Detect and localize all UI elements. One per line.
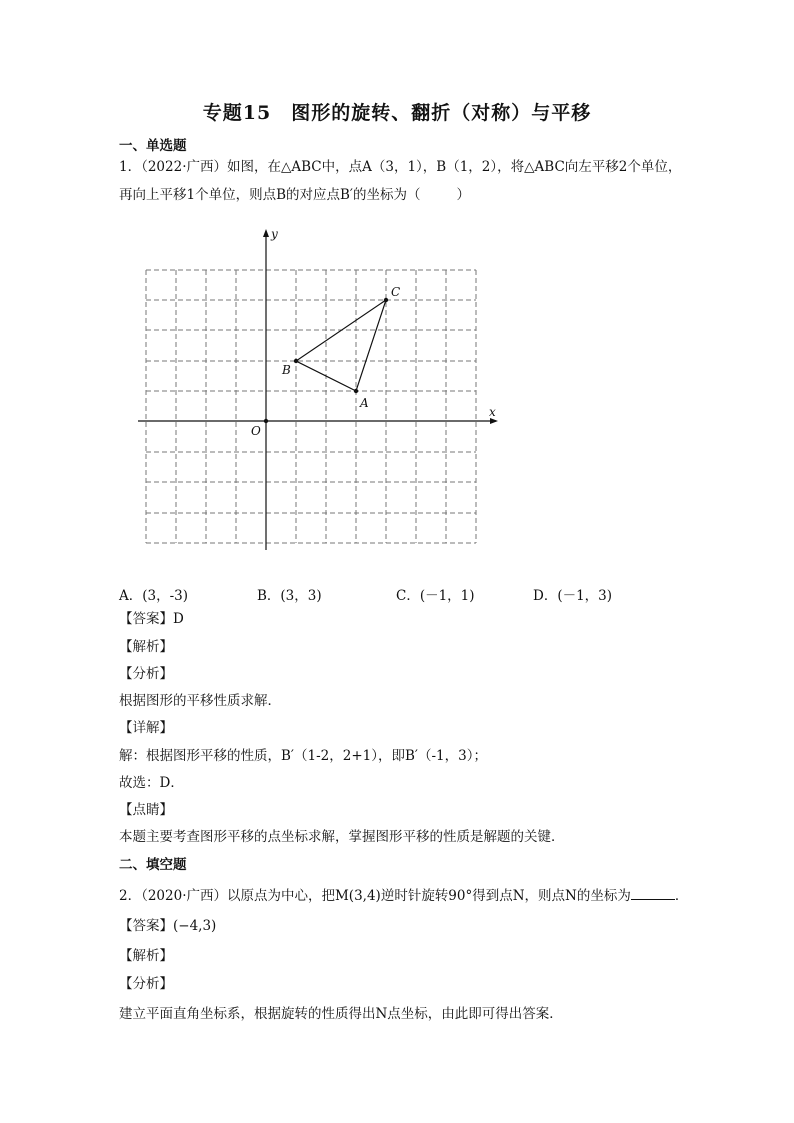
point-a-label: A [360, 396, 369, 410]
q2-answer-value: (−4,3) [173, 918, 217, 934]
q1-fenxi-text: 根据图形的平移性质求解． [119, 693, 281, 709]
q2-stem-text: 2．（2020·广西）以原点为中心，把M(3,4)逆时针旋转90°得到点N，则点N的坐标为 [119, 888, 631, 904]
q1-option-c: C．(－1，1) [396, 588, 475, 604]
q1-choice: 故选：D． [119, 775, 184, 791]
point-c [384, 298, 388, 302]
q2-stem [119, 886, 688, 905]
page-title: 专题15 图形的旋转、翻折（对称）与平移 [202, 102, 592, 124]
q1-stem-line2 [119, 186, 470, 204]
q1-xiangjie-text: 解：根据图形平移的性质，B′（1-2，2+1），即B′（-1，3）； [119, 748, 487, 764]
q2-fenxi-text: 建立平面直角坐标系，根据旋转的性质得出N点坐标，由此即可得出答案． [119, 1006, 563, 1022]
q1-stem-line1: 1．（2022·广西）如图，在△ABC中，点A（3，1），B（1，2），将△ABC向左平移2个单位， [119, 159, 682, 175]
x-axis-label: x [489, 405, 496, 419]
point-c-label: C [391, 285, 401, 299]
section-single-choice: 一、单选题 [119, 138, 187, 154]
coordinate-figure [130, 225, 510, 555]
triangle-abc [296, 300, 386, 391]
q1-dianjing-text: 本题主要考查图形平移的点坐标求解，掌握图形平移的性质是解题的关键． [119, 829, 565, 845]
q1-option-a: A．(3，-3) [119, 588, 189, 604]
q2-answer-label: 【答案】 [119, 918, 173, 934]
q2-fenxi-heading: 【分析】 [119, 976, 173, 992]
q2-answer [119, 917, 216, 935]
point-b [294, 359, 298, 363]
point-b-label: B [282, 363, 291, 377]
point-a [354, 389, 358, 393]
y-axis-arrow [263, 229, 269, 237]
q1-analysis-heading: 【解析】 [119, 639, 173, 655]
origin-label: O [251, 424, 261, 438]
grid [146, 270, 476, 543]
q1-fenxi-heading: 【分析】 [119, 666, 173, 682]
y-axis-label: y [271, 227, 278, 241]
q1-stem-line2-text: 再向上平移1个单位，则点B的对应点B′的坐标为（ [119, 187, 421, 203]
q1-xiangjie-heading: 【详解】 [119, 720, 173, 736]
q2-analysis-heading: 【解析】 [119, 948, 173, 964]
point-o [264, 419, 268, 423]
q2-stem-end: ． [674, 888, 689, 904]
q1-dianjing-heading: 【点睛】 [119, 802, 173, 818]
section-fill-blank: 二、填空题 [119, 857, 187, 873]
q1-stem-line2-close: ） [456, 187, 470, 203]
q1-option-d: D．(－1，3) [533, 588, 613, 604]
q1-option-b: B．(3，3) [257, 588, 322, 604]
q2-answer-blank [631, 886, 675, 900]
q1-answer: 【答案】D [119, 611, 184, 627]
